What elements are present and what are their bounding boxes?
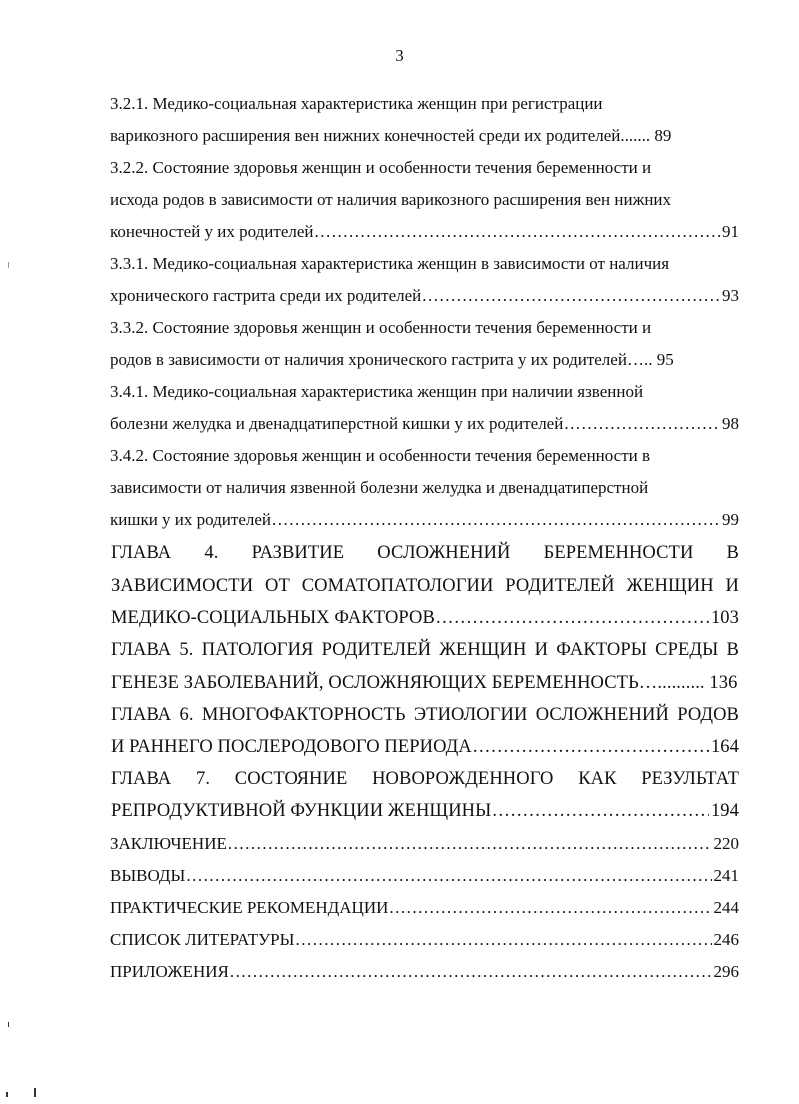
toc-entry-3-2-2-line2: исхода родов в зависимости от наличия варикозного расширения вен нижних <box>110 190 672 209</box>
toc-appendices-text: ПРИЛОЖЕНИЯ <box>110 962 229 981</box>
toc-entry-3-3-2-text: родов в зависимости от наличия хронического гастрита у их родителей <box>110 350 627 369</box>
toc-chapter-7-line1: ГЛАВА 7. СОСТОЯНИЕ НОВОРОЖДЕННОГО КАК РЕЗУЛЬТАТ <box>111 769 739 789</box>
toc-entry-3-3-1-text: хронического гастрита среди их родителей <box>110 286 422 305</box>
toc-chapter-7-text: РЕПРОДУКТИВНОЙ ФУНКЦИИ ЖЕНЩИНЫ <box>111 801 492 821</box>
toc-chapter-4-line1: ГЛАВА 4. РАЗВИТИЕ ОСЛОЖНЕНИЙ БЕРЕМЕННОСТИ В <box>111 543 739 563</box>
toc-entry-3-4-1-text: болезни желудка и двенадцатиперстной кишки у их родителей <box>110 414 564 433</box>
dot-leader <box>272 510 720 530</box>
toc-appendices <box>110 962 739 982</box>
dot-leader <box>228 834 712 854</box>
toc-entry-3-4-1-line1: 3.4.1. Медико-социальная характеристика женщин при наличии язвенной <box>110 382 644 401</box>
toc-conclusion-text: ЗАКЛЮЧЕНИЕ <box>110 834 227 853</box>
toc-chapter-7-page: 194 <box>710 801 739 821</box>
dot-leader <box>422 286 720 306</box>
toc-entry-3-3-1-line2 <box>110 286 739 306</box>
toc-chapter-6-line1: ГЛАВА 6. МНОГОФАКТОРНОСТЬ ЭТИОЛОГИИ ОСЛОЖНЕНИЙ РОДОВ <box>111 705 739 725</box>
toc-references <box>110 930 739 950</box>
toc-conclusion-page: 220 <box>713 834 739 853</box>
scan-artifact <box>6 1092 8 1097</box>
scan-artifact <box>8 1022 9 1027</box>
toc-entry-3-4-2-page: 99 <box>722 510 739 529</box>
toc-entry-3-4-1-page: 98 <box>722 414 739 433</box>
toc-chapter-4-text: МЕДИКО-СОЦИАЛЬНЫХ ФАКТОРОВ <box>111 608 435 628</box>
dot-leader <box>230 962 712 982</box>
toc-appendices-page: 296 <box>713 962 739 981</box>
toc-entry-3-2-2-page: 91 <box>722 222 739 241</box>
toc-entry-3-2-1-leader: ....... <box>620 126 651 145</box>
toc-chapter-6-page: 164 <box>710 737 739 757</box>
toc-chapter-5-text: ГЕНЕЗЕ ЗАБОЛЕВАНИЙ, ОСЛОЖНЯЮЩИХ БЕРЕМЕННОСТЬ <box>111 673 639 693</box>
toc-entry-3-4-2-line3 <box>110 510 739 530</box>
toc-chapter-6-text: И РАННЕГО ПОСЛЕРОДОВОГО ПЕРИОДА <box>111 737 472 757</box>
dot-leader <box>315 222 720 242</box>
toc-findings-text: ВЫВОДЫ <box>110 866 186 885</box>
toc-entry-3-3-2-leader: ….. <box>626 350 653 369</box>
toc-entry-3-3-2-line1: 3.3.2. Состояние здоровья женщин и особенности течения беременности и <box>110 318 652 337</box>
toc-chapter-5-line1: ГЛАВА 5. ПАТОЛОГИЯ РОДИТЕЛЕЙ ЖЕНЩИН И ФАКТОРЫ СРЕДЫ В <box>111 640 739 660</box>
toc-entry-3-2-2-line3 <box>110 222 739 242</box>
toc-entry-3-4-2-line2: зависимости от наличия язвенной болезни желудка и двенадцатиперстной <box>110 478 649 497</box>
toc-entry-3-2-1-line1: 3.2.1. Медико-социальная характеристика женщин при регистрации <box>110 94 603 113</box>
toc-recommendations <box>110 898 739 918</box>
scan-artifact <box>8 262 9 268</box>
toc-chapter-5-page: 136 <box>709 673 738 693</box>
page-number: 3 <box>395 46 404 65</box>
dot-leader <box>436 608 709 628</box>
toc-chapter-5-line2 <box>111 673 739 693</box>
dot-leader <box>473 737 709 757</box>
toc-chapter-4-line2: ЗАВИСИМОСТИ ОТ СОМАТОПАТОЛОГИИ РОДИТЕЛЕЙ ЖЕНЩИН И <box>111 576 739 596</box>
toc-entry-3-2-2-line1: 3.2.2. Состояние здоровья женщин и особенности течения беременности и <box>110 158 652 177</box>
toc-references-text: СПИСОК ЛИТЕРАТУРЫ <box>110 930 295 949</box>
toc-entry-3-4-1-line2 <box>110 414 739 434</box>
dot-leader <box>186 866 711 886</box>
toc-chapter-7-line2 <box>111 801 739 821</box>
toc-entry-3-2-1-text: варикозного расширения вен нижних конечностей среди их родителей <box>110 126 621 145</box>
toc-references-page: 246 <box>713 930 739 949</box>
toc-entry-3-3-2-line2 <box>110 350 739 370</box>
toc-chapter-6-line2 <box>111 737 739 757</box>
toc-chapter-5-leader: ….......... <box>638 673 705 693</box>
toc-recommendations-text: ПРАКТИЧЕСКИЕ РЕКОМЕНДАЦИИ <box>110 898 389 917</box>
toc-entry-3-2-1-line2 <box>110 126 739 146</box>
toc-entry-3-4-2-text: кишки у их родителей <box>110 510 272 529</box>
dot-leader <box>564 414 720 434</box>
toc-entry-3-3-2-page: 95 <box>656 350 674 369</box>
toc-entry-3-2-1-page: 89 <box>654 126 672 145</box>
scan-artifact <box>34 1088 36 1097</box>
dot-leader <box>295 930 711 950</box>
toc-recommendations-page: 244 <box>713 898 739 917</box>
dot-leader <box>492 801 709 821</box>
toc-chapter-4-page: 103 <box>710 608 739 628</box>
toc-chapter-4-line3 <box>111 608 739 628</box>
toc-findings <box>110 866 739 886</box>
toc-entry-3-4-2-line1: 3.4.2. Состояние здоровья женщин и особенности течения беременности в <box>110 446 651 465</box>
toc-entry-3-3-1-line1: 3.3.1. Медико-социальная характеристика женщин в зависимости от наличия <box>110 254 670 273</box>
dot-leader <box>389 898 711 918</box>
toc-entry-3-2-2-text: конечностей у их родителей <box>110 222 314 241</box>
toc-entry-3-3-1-page: 93 <box>722 286 739 305</box>
toc-conclusion <box>110 834 739 854</box>
toc-findings-page: 241 <box>713 866 739 885</box>
